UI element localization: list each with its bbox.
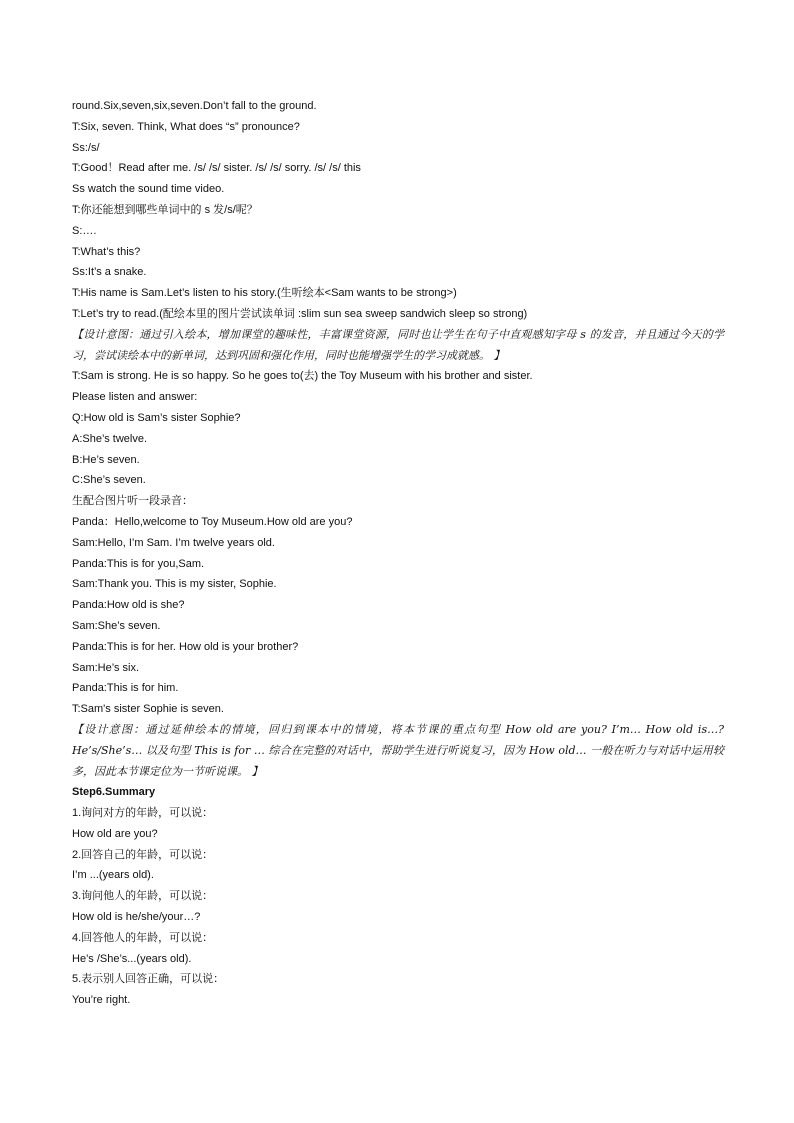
text-line: T:Sam's sister Sophie is seven.	[72, 703, 224, 716]
summary-item: 2.回答自己的年龄，可以说：	[72, 848, 214, 861]
text-line: T:Sam is strong. He is so happy. So he goes to(去) the Toy Museum with his brother and sister.	[72, 370, 533, 383]
text-line: S:….	[72, 224, 97, 237]
summary-sentence: I’m ...(years old).	[72, 869, 154, 882]
section-heading: Step6.Summary	[72, 786, 156, 799]
text-line: Ss watch the sound time video.	[72, 183, 225, 196]
text-line: T:What’s this?	[72, 245, 141, 258]
text-line: round.Six,seven,six,seven.Don’t fall to the ground.	[72, 100, 317, 112]
summary-sentence: You’re right.	[72, 994, 131, 1007]
dialogue-line: Panda:This is for you,Sam.	[72, 557, 205, 570]
text-line: T:Six, seven. Think, What does “s” pronounce?	[72, 120, 300, 133]
text-line: Please listen and answer:	[72, 391, 198, 404]
dialogue-line: Panda:This is for her. How old is your brother?	[72, 640, 299, 653]
text-line: T:His name is Sam.Let’s listen to his story.(生听绘本<Sam wants to be strong>)	[72, 287, 457, 300]
summary-item: 1.询问对方的年龄，可以说：	[72, 807, 214, 820]
summary-sentence: How old is he/she/your…?	[72, 911, 201, 924]
summary-item: 4.回答他人的年龄，可以说：	[72, 931, 214, 944]
dialogue-line: Sam:She’s seven.	[72, 619, 161, 632]
text-line: 生配合图片听一段录音：	[72, 495, 193, 508]
design-intent-note: 【设计意图：通过引入绘本，增加课堂的趣味性，丰富课堂资源，同时也让学生在句子中直观感知字母 s 的发音，并且通过今天的学习，尝试读绘本中的新单词，达到巩固和强化作用，同时也能增强学生的学习成就感。 】	[72, 327, 724, 362]
text-line: T:你还能想到哪些单词中的 s 发/s/呢？	[72, 203, 258, 216]
text-line: T:Good！Read after me. /s/ /s/ sister. /s/ /s/ sorry. /s/ /s/ this	[72, 162, 361, 175]
design-intent-note: 【设计意图：通过延伸绘本的情境，回归到课本中的情境，将本节课的重点句型 How old are you? I’m… How old is…? He’s/She’s… 以及句型 This is for … 综合在完整的对话中，帮助学生进行听说复习，因为 How old… 一般在听力与对话中运用较多，因此本节课定位为一节听说课。 】	[72, 722, 724, 778]
summary-sentence: He’s /She’s...(years old).	[72, 952, 192, 965]
dialogue-line: Panda：Hello,welcome to Toy Museum.How old are you?	[72, 515, 353, 528]
answer-option: C:She’s seven.	[72, 474, 146, 487]
summary-sentence: How old are you?	[72, 827, 158, 840]
document-body	[72, 96, 724, 1011]
dialogue-line: Panda:This is for him.	[72, 682, 179, 695]
text-line: T:Let’s try to read.(配绘本里的图片尝试读单词 :slim sun sea sweep sandwich sleep so strong)	[72, 307, 528, 320]
text-line: Ss:It’s a snake.	[72, 266, 147, 279]
answer-option: B:He’s seven.	[72, 453, 140, 466]
dialogue-line: Panda:How old is she?	[72, 599, 185, 612]
summary-item: 5.表示别人回答正确，可以说：	[72, 973, 225, 986]
question-line: Q:How old is Sam’s sister Sophie?	[72, 411, 241, 424]
text-line: Ss:/s/	[72, 141, 100, 154]
summary-item: 3.询问他人的年龄，可以说：	[72, 890, 214, 903]
answer-option: A:She’s twelve.	[72, 432, 148, 445]
dialogue-line: Sam:He’s six.	[72, 661, 140, 674]
dialogue-line: Sam:Thank you. This is my sister, Sophie.	[72, 578, 277, 591]
dialogue-line: Sam:Hello, I’m Sam. I’m twelve years old.	[72, 536, 275, 549]
